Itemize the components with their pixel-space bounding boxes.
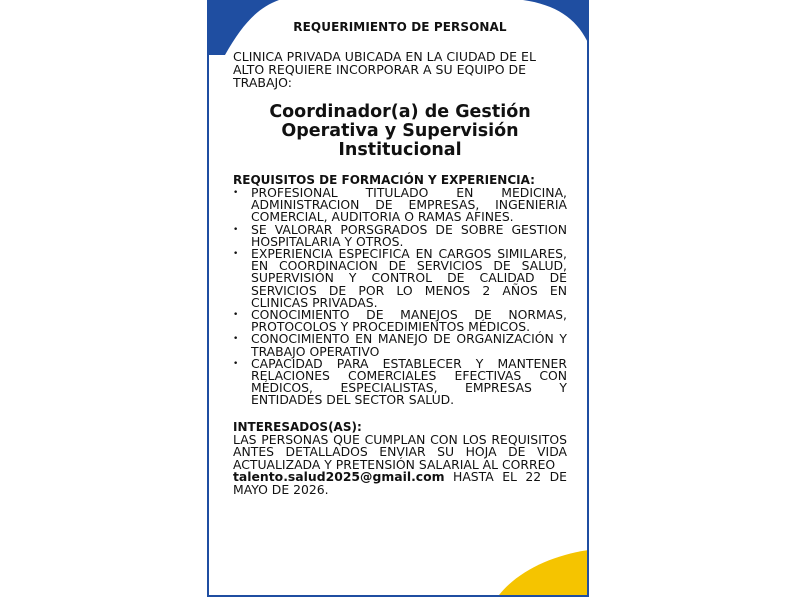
- requirement-item: • PROFESIONAL TITULADO EN MEDICINA, ADMINISTRACION DE EMPRESAS, INGENIERIA COMERCIAL, AUDITORIA O RAMAS AFINES.: [233, 185, 567, 225]
- instructions-text: LAS PERSONAS QUE CUMPLAN CON LOS REQUISITOS ANTES DETALLADOS ENVIAR SU HOJA DE VIDA ACTUALIZADA Y PRETENSIÓN SALARIAL AL CORREO: [233, 431, 567, 472]
- application-instructions: [233, 431, 567, 497]
- requirement-item: • CAPACIDAD PARA ESTABLECER Y MANTENER RELACIONES COMERCIALES EFECTIVAS CON MÉDICOS, ESPECIALISTAS, EMPRESAS Y ENTIDADES DEL SECTOR SALUD.: [233, 355, 567, 408]
- bullet-icon: •: [233, 224, 239, 235]
- bullet-icon: •: [233, 358, 239, 369]
- bullet-icon: •: [233, 188, 239, 198]
- job-poster: [207, 0, 589, 597]
- interested-heading: INTERESADOS(AS):: [233, 419, 362, 434]
- requirements-heading: REQUISITOS DE FORMACIÓN Y EXPERIENCIA:: [233, 173, 535, 187]
- job-title-line-1: Coordinador(a) de Gestión: [269, 102, 531, 122]
- job-title-line-2: Operativa y Supervisión Institucional: [281, 121, 519, 160]
- deadline-text: HASTA EL 22 DE MAYO DE 2026.: [233, 469, 567, 497]
- requirement-item: • EXPERIENCIA ESPECIFICA EN CARGOS SIMILARES, EN COORDINACION DE SERVICIOS DE SALUD, SUPERVISIÓN Y CONTROL DE CALIDAD DE SERVICIOS DE POR LO MENOS 2 AÑOS EN CLINICAS PRIVADAS.: [233, 246, 567, 310]
- corner-decoration-bottom-right: [499, 550, 589, 595]
- bullet-icon: •: [233, 334, 239, 345]
- job-title: [233, 103, 567, 160]
- intro-text: CLINICA PRIVADA UBICADA EN LA CIUDAD DE EL ALTO REQUIERE INCORPORAR A SU EQUIPO DE TRABAJO:: [233, 49, 536, 90]
- poster-content: [233, 20, 567, 496]
- bullet-icon: •: [233, 310, 239, 321]
- requirement-item: • CONOCIMIENTO EN MANEJO DE ORGANIZACIÓN Y TRABAJO OPERATIVO: [233, 331, 567, 359]
- requirement-item: • CONOCIMIENTO DE MANEJOS DE NORMAS, PROTOCOLOS Y PROCEDIMIENTOS MÉDICOS.: [233, 307, 567, 335]
- poster-heading: REQUERIMIENTO DE PERSONAL: [293, 20, 507, 34]
- contact-email[interactable]: talento.salud2025@gmail.com: [233, 469, 445, 485]
- requirements-list: [233, 187, 567, 407]
- requirement-item: • SE VALORAR PORSGRADOS DE SOBRE GESTION HOSPITALARIA Y OTROS.: [233, 221, 567, 249]
- bullet-icon: •: [233, 249, 239, 260]
